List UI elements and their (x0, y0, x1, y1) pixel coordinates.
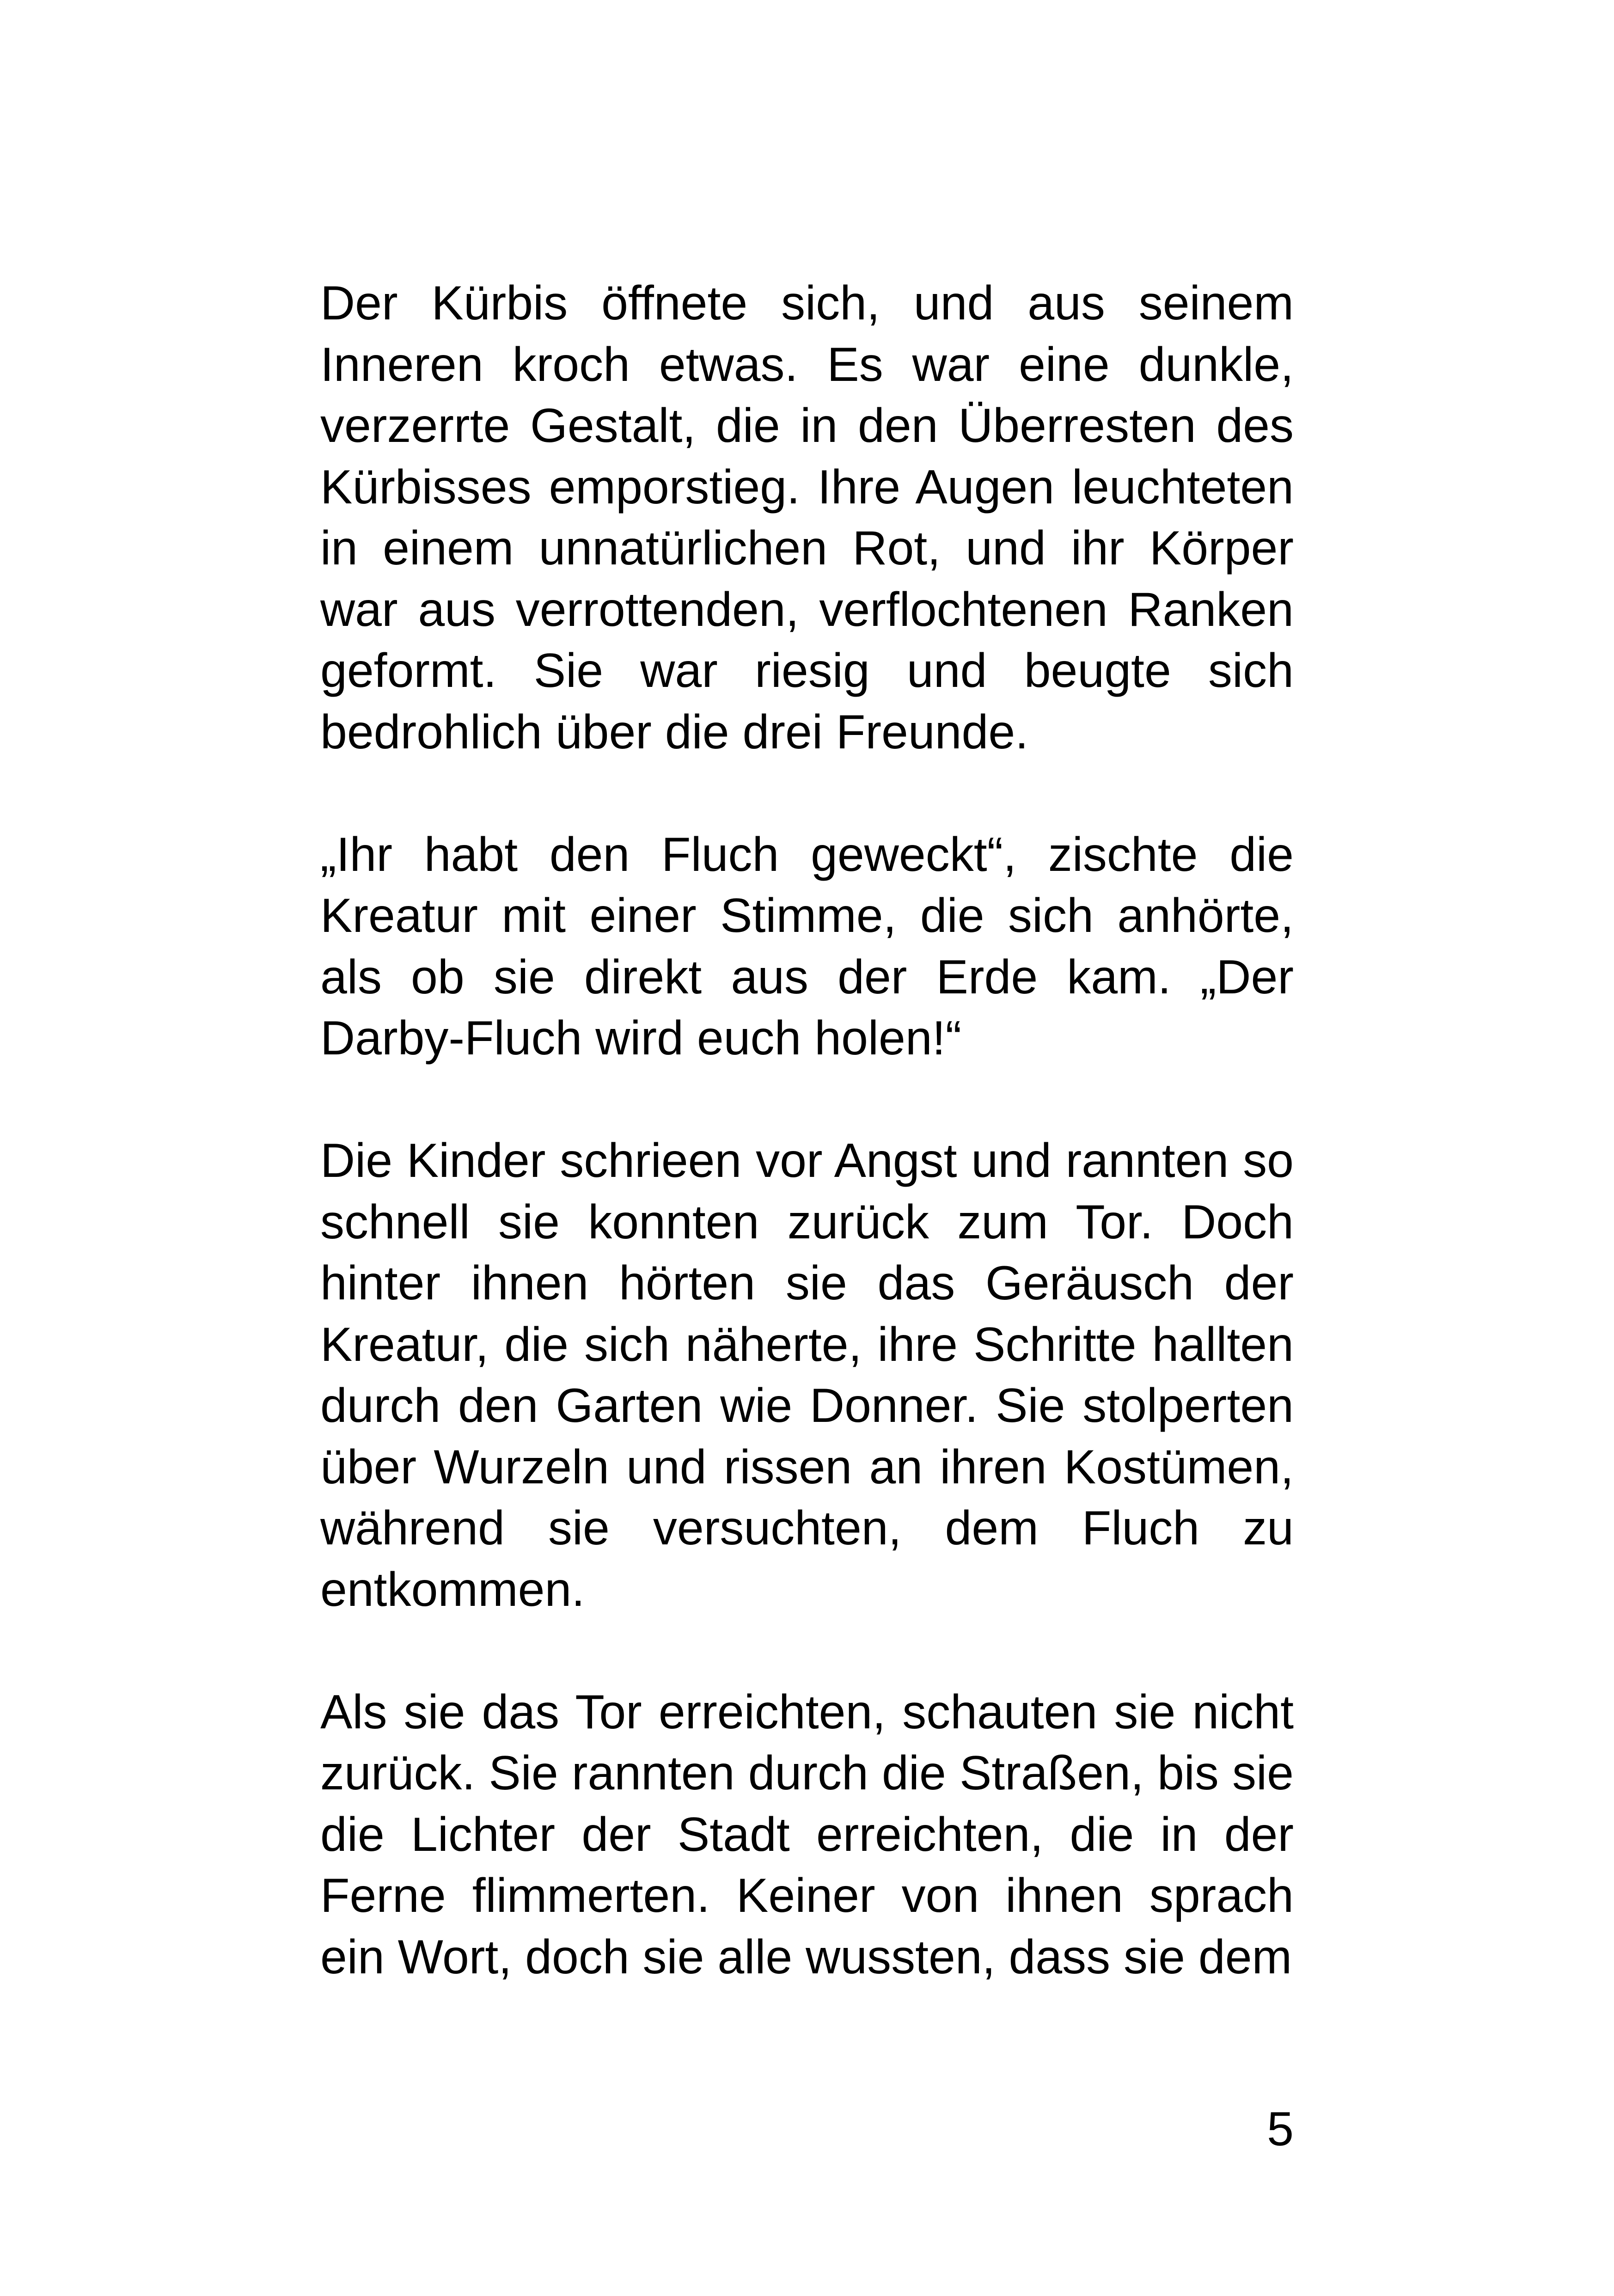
body-text (320, 273, 1294, 1988)
paragraph-1: Der Kürbis öffnete sich, und aus seinem Inneren kroch etwas. Es war eine dunkle, verzerrte Gestalt, die in den Überresten des Kürbisses emporstieg. Ihre Augen leuchteten in einem unnatürlichen Rot, und ihr Körper war aus verrottenden, verflochtenen Ranken geformt. Sie war riesig und beugte sich bedrohlich über die drei Freunde. (320, 276, 1294, 759)
paragraph-3: Die Kinder schrieen vor Angst und rannten so schnell sie konnten zurück zum Tor. Doch hinter ihnen hörten sie das Geräusch der Kreatur, die sich näherte, ihre Schritte hallten durch den Garten wie Donner. Sie stolperten über Wurzeln und rissen an ihren Kostümen, während sie versuchten, dem Fluch zu entkommen. (320, 1134, 1294, 1616)
page-number: 5 (1267, 2102, 1294, 2156)
paragraph-2: „Ihr habt den Fluch geweckt“, zischte die Kreatur mit einer Stimme, die sich anhörte, als ob sie direkt aus der Erde kam. „Der Darby-Fluch wird euch holen!“ (320, 827, 1294, 1065)
paragraph-4: Als sie das Tor erreichten, schauten sie nicht zurück. Sie rannten durch die Straßen, bis sie die Lichter der Stadt erreichten, die in der Ferne flimmerten. Keiner von ihnen sprach ein Wort, doch sie alle wussten, dass sie dem (320, 1685, 1294, 1984)
